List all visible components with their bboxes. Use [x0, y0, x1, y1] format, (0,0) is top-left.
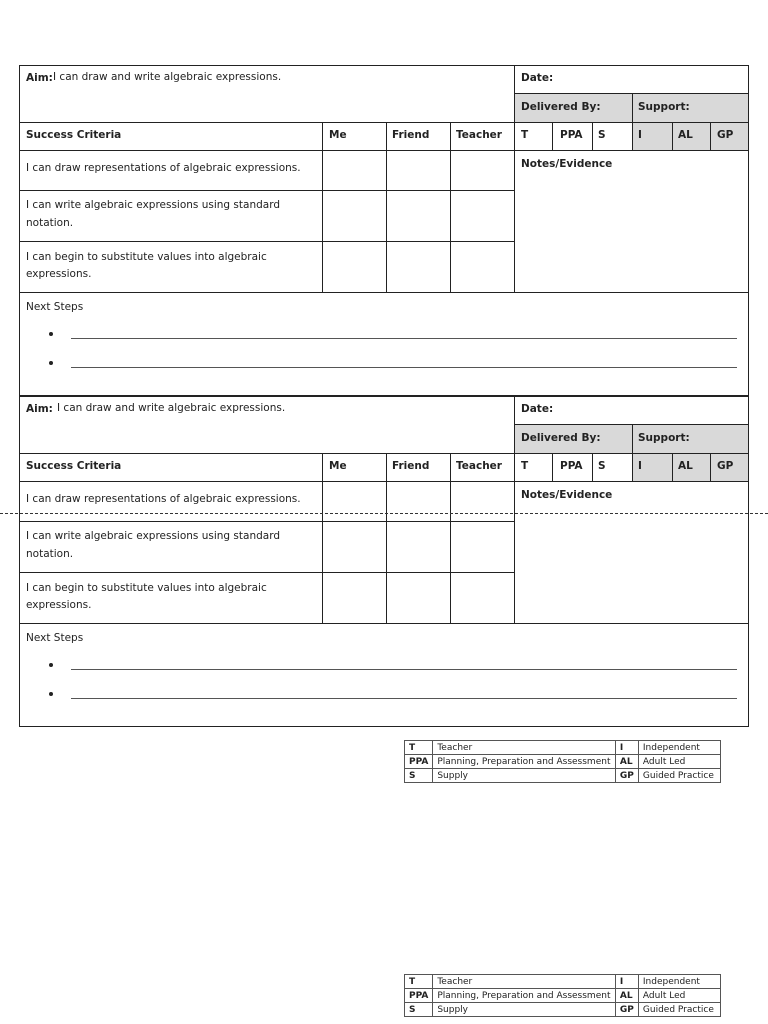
code-divider-3: [632, 93, 633, 150]
criteria-row-3-line2: expressions.: [26, 268, 92, 280]
aim-label: Aim:: [26, 403, 53, 415]
rating-cell-friend-row-2[interactable]: [387, 522, 450, 572]
rating-cell-friend-row-3[interactable]: [387, 573, 450, 623]
support-code-1: I: [638, 460, 642, 472]
next-step-bullet-2: [49, 361, 53, 365]
delivered-code-3: S: [598, 129, 606, 141]
criteria-row-1-text: I can draw representations of algebraic expressions.: [26, 162, 301, 174]
notes-evidence-label: Notes/Evidence: [521, 489, 613, 501]
rating-cell-friend-row-3[interactable]: [387, 242, 450, 292]
legend-desc1: Teacher: [433, 741, 616, 755]
code-divider-1: [552, 453, 553, 481]
legend-desc2: Guided Practice: [638, 1003, 720, 1017]
legend-desc1: Teacher: [433, 975, 616, 989]
delivered-by-label: Delivered By:: [521, 432, 601, 444]
code-divider-1: [552, 122, 553, 150]
rating-cell-friend-row-1[interactable]: [387, 151, 450, 190]
code-divider-5: [710, 453, 711, 481]
date-rule: [514, 424, 748, 425]
legend-desc1: Supply: [433, 1003, 616, 1017]
rating-cell-me-row-1[interactable]: [323, 482, 386, 521]
next-steps-label: Next Steps: [26, 301, 84, 313]
code-divider-2: [592, 122, 593, 150]
delivered-code-1: T: [521, 129, 529, 141]
next-step-line-1[interactable]: [71, 669, 737, 670]
delivered-code-1: T: [521, 460, 529, 472]
support-code-2: AL: [678, 129, 693, 141]
rating-cell-teacher-row-2[interactable]: [451, 522, 514, 572]
rating-cell-teacher-row-1[interactable]: [451, 482, 514, 521]
rating-cell-teacher-row-3[interactable]: [451, 573, 514, 623]
criteria-row-3-line1: I can begin to substitute values into algebraic: [26, 582, 267, 594]
legend-code1: PPA: [405, 989, 433, 1003]
notes-evidence-area[interactable]: [515, 171, 748, 291]
legend-row: [405, 989, 721, 1003]
support-label: Support:: [638, 101, 690, 113]
support-code-3: GP: [717, 129, 734, 141]
criteria-row-3-line2: expressions.: [26, 599, 92, 611]
rating-cell-teacher-row-3[interactable]: [451, 242, 514, 292]
aim-label: Aim:: [26, 72, 53, 84]
delivered-by-label: Delivered By:: [521, 101, 601, 113]
delivered-code-2: PPA: [560, 460, 583, 472]
teacher-header: Teacher: [456, 129, 502, 141]
code-divider-4: [672, 453, 673, 481]
me-header: Me: [329, 460, 347, 472]
me-header: Me: [329, 129, 347, 141]
next-steps-rule: [20, 292, 748, 293]
legend-code1: T: [405, 975, 433, 989]
code-divider-2: [592, 453, 593, 481]
delivered-code-3: S: [598, 460, 606, 472]
rating-cell-me-row-1[interactable]: [323, 151, 386, 190]
legend-code1: S: [405, 1003, 433, 1017]
support-code-1: I: [638, 129, 642, 141]
support-code-3: GP: [717, 460, 734, 472]
legend-row: [405, 769, 721, 783]
criteria-row-2-line1: I can write algebraic expressions using standard: [26, 530, 281, 542]
rating-cell-me-row-3[interactable]: [323, 242, 386, 292]
legend-desc2: Independent: [638, 741, 720, 755]
legend-code1: PPA: [405, 755, 433, 769]
friend-header: Friend: [392, 460, 430, 472]
delivered-code-2: PPA: [560, 129, 583, 141]
next-step-line-2[interactable]: [71, 367, 737, 368]
next-step-bullet-1: [49, 332, 53, 336]
next-step-line-2[interactable]: [71, 698, 737, 699]
legend-desc2: Guided Practice: [638, 769, 720, 783]
code-divider-3: [632, 424, 633, 481]
next-steps-label: Next Steps: [26, 632, 84, 644]
legend-desc1: Planning, Preparation and Assessment: [433, 755, 616, 769]
success-criteria-header: Success Criteria: [26, 460, 122, 472]
next-step-line-1[interactable]: [71, 338, 737, 339]
aim-text: I can draw and write algebraic expressions.: [57, 402, 286, 414]
legend-row: [405, 1003, 721, 1017]
rating-cell-me-row-2[interactable]: [323, 522, 386, 572]
legend-code2: I: [615, 975, 638, 989]
next-steps-rule: [20, 623, 748, 624]
legend-desc2: Adult Led: [638, 755, 720, 769]
rating-cell-teacher-row-1[interactable]: [451, 151, 514, 190]
notes-evidence-area[interactable]: [515, 502, 748, 622]
friend-header: Friend: [392, 129, 430, 141]
legend-row: [405, 755, 721, 769]
date-label: Date:: [521, 72, 554, 84]
legend-table-2: [404, 974, 721, 1017]
assessment-card-1: [19, 65, 749, 396]
rating-cell-friend-row-1[interactable]: [387, 482, 450, 521]
legend-table-1: [404, 740, 721, 783]
legend-code2: GP: [615, 769, 638, 783]
header-rule: [20, 453, 748, 454]
legend-desc1: Supply: [433, 769, 616, 783]
support-label: Support:: [638, 432, 690, 444]
rating-cell-friend-row-2[interactable]: [387, 191, 450, 241]
legend-code2: I: [615, 741, 638, 755]
aim-text: I can draw and write algebraic expressions.: [53, 71, 282, 83]
criteria-row-2-line1: I can write algebraic expressions using standard: [26, 199, 281, 211]
criteria-row-1-text: I can draw representations of algebraic expressions.: [26, 493, 301, 505]
date-rule: [514, 93, 748, 94]
criteria-row-2-line2: notation.: [26, 217, 74, 229]
criteria-row-2-line2: notation.: [26, 548, 74, 560]
next-step-bullet-1: [49, 663, 53, 667]
legend-row: [405, 975, 721, 989]
cut-line: [0, 513, 768, 514]
legend-code1: T: [405, 741, 433, 755]
date-label: Date:: [521, 403, 554, 415]
legend-code2: AL: [615, 989, 638, 1003]
notes-evidence-label: Notes/Evidence: [521, 158, 613, 170]
header-rule: [20, 122, 748, 123]
legend-code2: GP: [615, 1003, 638, 1017]
legend-desc2: Adult Led: [638, 989, 720, 1003]
code-divider-5: [710, 122, 711, 150]
legend-desc1: Planning, Preparation and Assessment: [433, 989, 616, 1003]
rating-cell-me-row-3[interactable]: [323, 573, 386, 623]
criteria-row-3-line1: I can begin to substitute values into algebraic: [26, 251, 267, 263]
success-criteria-header: Success Criteria: [26, 129, 122, 141]
legend-row: [405, 741, 721, 755]
legend-code2: AL: [615, 755, 638, 769]
code-divider-4: [672, 122, 673, 150]
next-step-bullet-2: [49, 692, 53, 696]
assessment-card-2: [19, 396, 749, 727]
legend-desc2: Independent: [638, 975, 720, 989]
legend-code1: S: [405, 769, 433, 783]
rating-cell-me-row-2[interactable]: [323, 191, 386, 241]
teacher-header: Teacher: [456, 460, 502, 472]
support-code-2: AL: [678, 460, 693, 472]
rating-cell-teacher-row-2[interactable]: [451, 191, 514, 241]
